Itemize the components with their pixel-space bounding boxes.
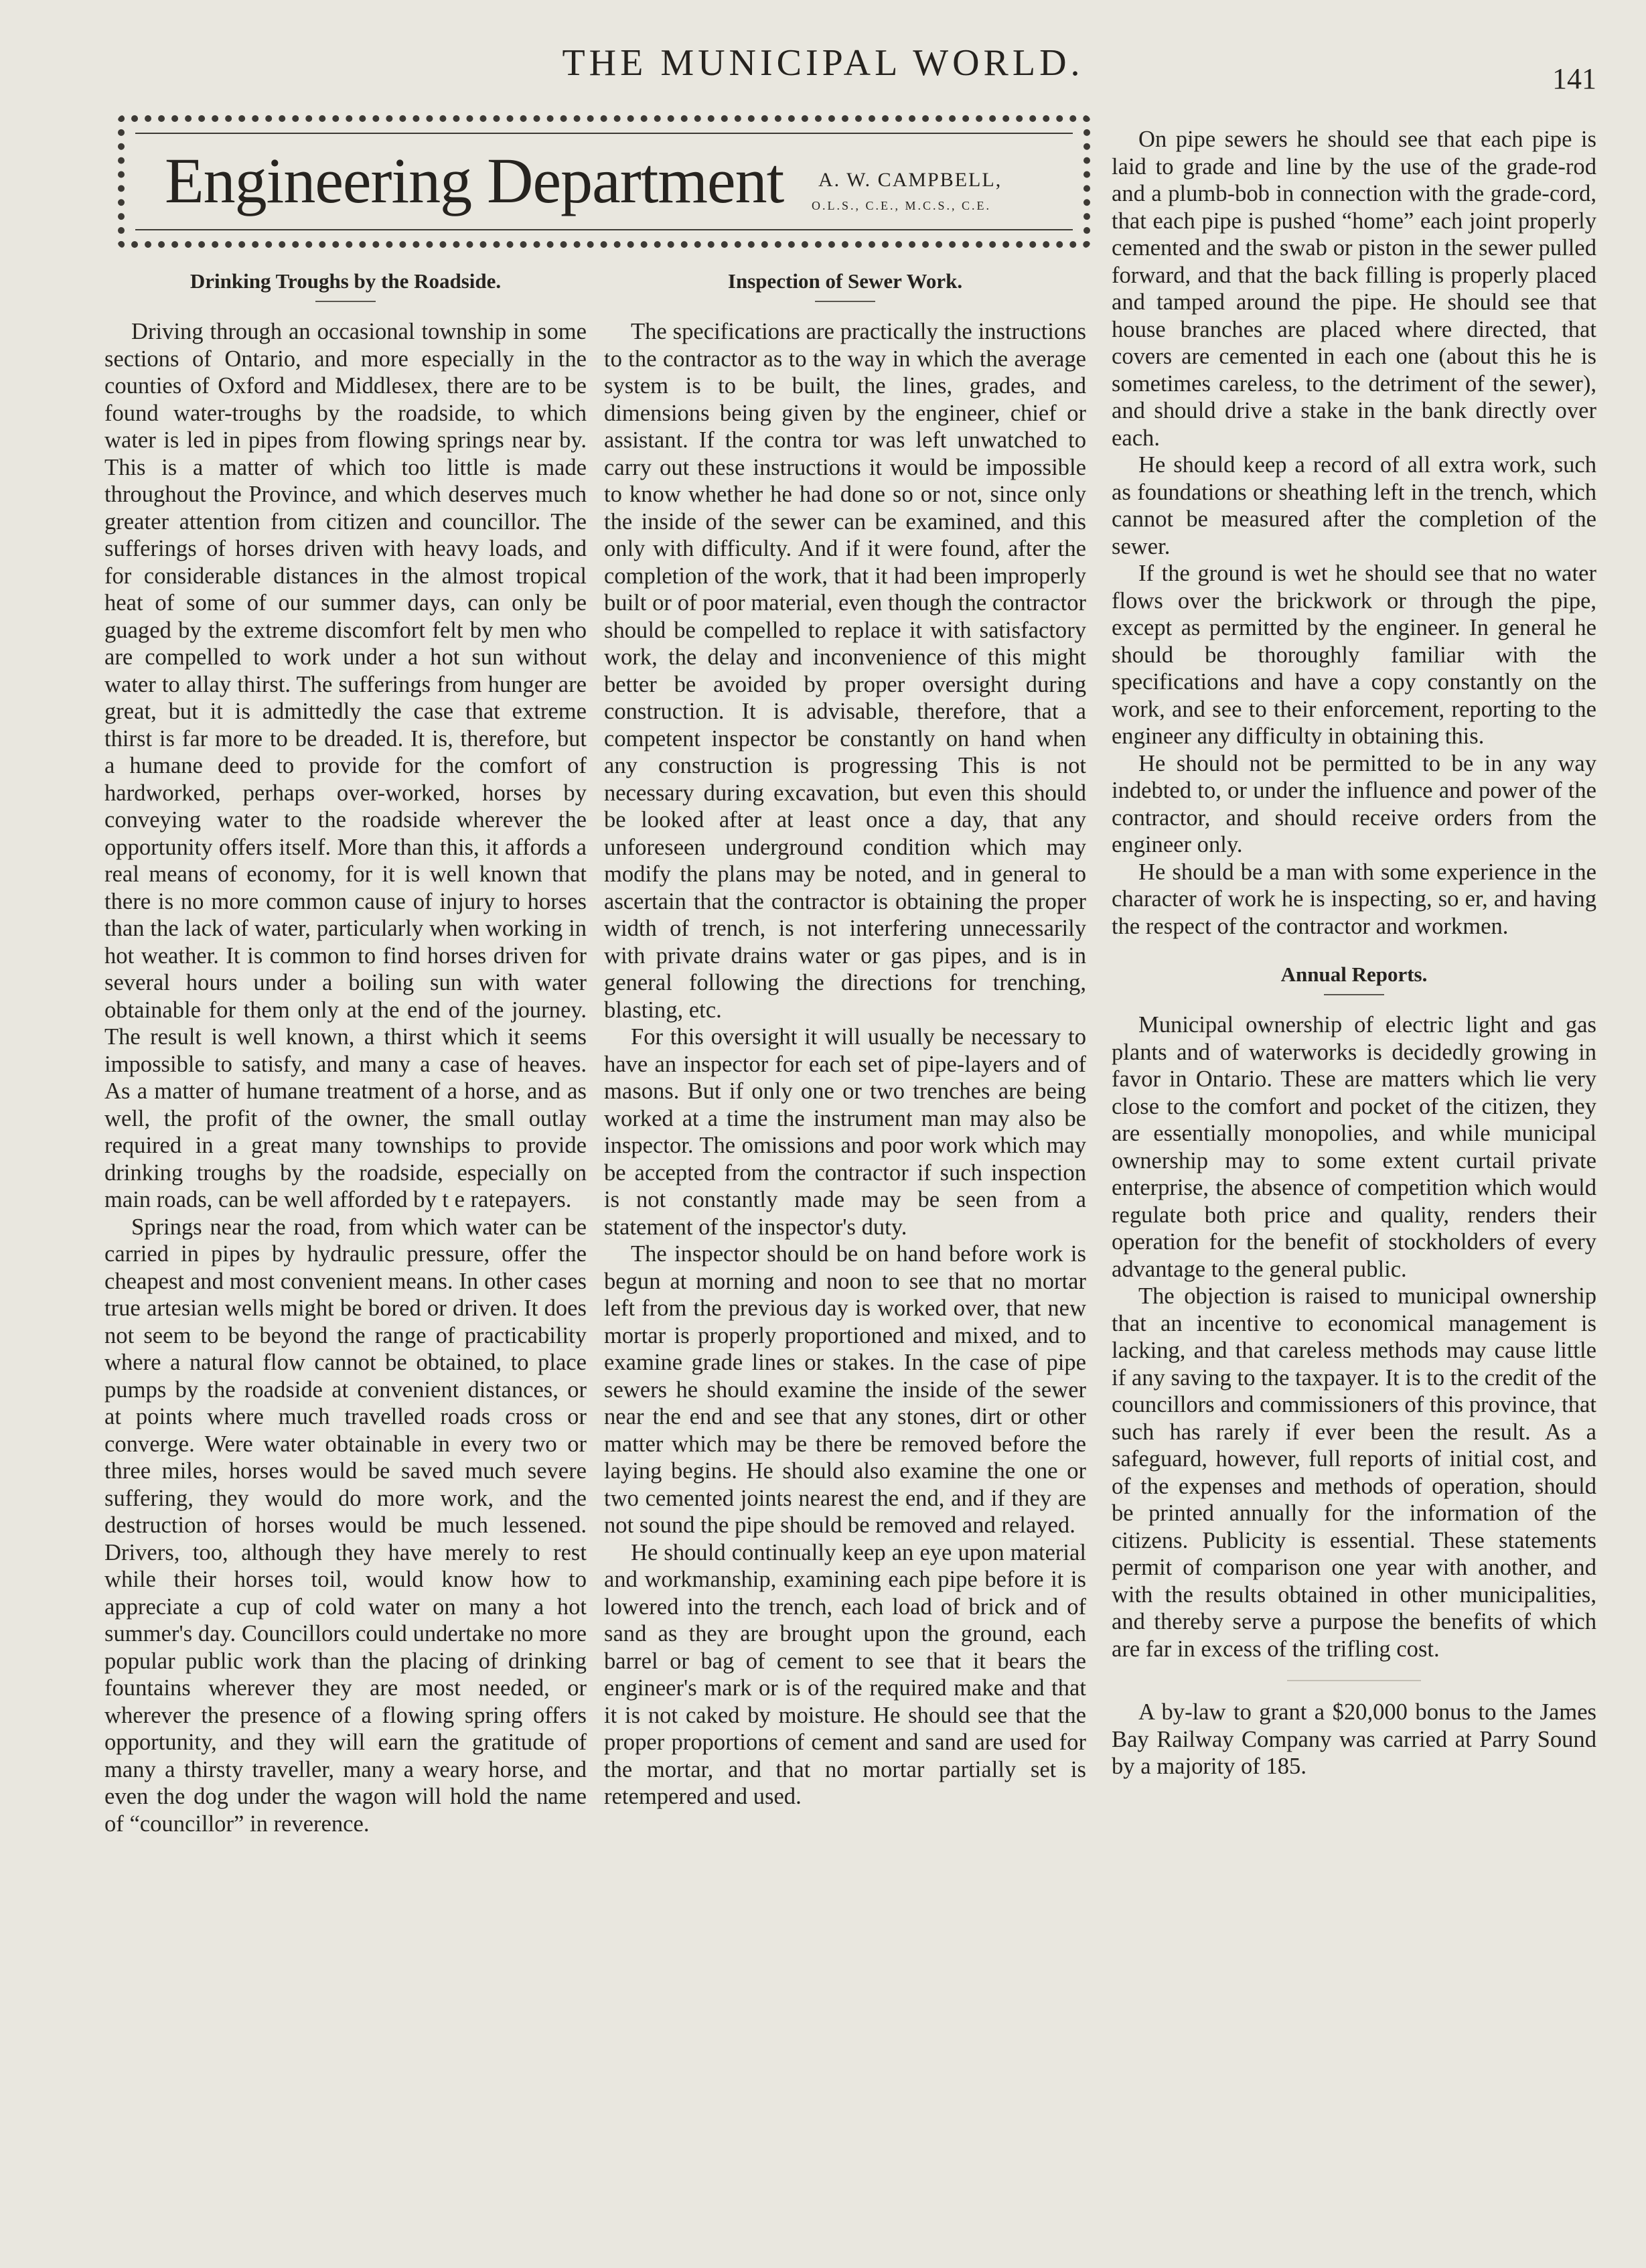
heading-rule — [1324, 994, 1384, 995]
heading-rule — [815, 301, 875, 302]
column-left — [104, 271, 587, 1837]
article-heading: Drinking Troughs by the Roadside. — [190, 269, 502, 293]
annual-reports-section — [1112, 964, 1596, 1662]
column-middle — [604, 271, 1086, 1811]
bylaw-note: A by-law to grant a $20,000 bonus to the James Bay Railway Company was carried at Parry Sound by a majority of 185. — [1112, 1699, 1596, 1779]
article-heading: Inspection of Sewer Work. — [727, 269, 963, 293]
paragraph: He should not be permitted to be in any way indebted to, or under the influence and power of the contractor, and should receive orders from the engineer only. — [1112, 750, 1596, 857]
paragraph: He should continually keep an eye upon material and workmanship, examining each pipe before it is lowered into the trench, each load of brick and of sand as they are brought upon the ground, each barrel or bag of cement to see that it bears the engineer's mark or is of the required make and that it is not caked by moisture. He should see that the proper proportions of cement and sand are used for the mortar, and that no mortar partially set is retempered and used. — [604, 1539, 1086, 1809]
department-title: Engineering Department — [165, 145, 784, 216]
section-divider — [1287, 1680, 1421, 1681]
heading-rule — [315, 301, 376, 302]
paragraph: He should keep a record of all extra work, such as foundations or sheathing left in the trench, which cannot be measured after the completion of the sewer. — [1112, 452, 1596, 559]
paragraph: The specifications are practically the instructions to the contractor as to the way in which the average system is to be built, the lines, grades, and dimensions being given by the engineer, chief or assistant. If the contra tor was left unwatched to carry out these instructions it would be impossible to know whether he had done so or not, since only the inside of the sewer can be examined, and this only with difficulty. And if it were found, after the completion of the work, that it had been improperly built or of poor material, even though the contractor should be compelled to replace it with satisfactory work, the delay and inconvenience of this might better be avoided by proper oversight during construction. It is advisable, therefore, that a competent inspector be constantly on hand when any construction is progressing This is not necessary during excavation, but even this should be looked after at least once a day, that any unforeseen underground condition which may modify the plans may be noted, and in general to ascertain that the contractor is obtaining the proper width of trench, is not interfering unnecessarily with private drains water or gas pipes, and is in general following the directions for trenching, blasting, etc. — [604, 319, 1086, 1023]
paragraph: If the ground is wet he should see that no water flows over the brickwork or through the pipe, except as permitted by the engineer. In general he should be thoroughly familiar with the specifications and have a copy constantly on the work, and see to their enforcement, reporting to the engineer any difficulty in obtaining this. — [1112, 561, 1596, 749]
paragraph: For this oversight it will usually be necessary to have an inspector for each set of pipe-layers and of masons. But if only one or two trenches are being worked at a time the instrument man may also be inspector. The omissions and poor work which may be accepted from the contractor if such inspection is not constantly made may be seen from a statement of the inspector's duty. — [604, 1024, 1086, 1240]
paragraph: Driving through an occasional township in some sections of Ontario, and more especially in the counties of Oxford and Middlesex, there are to be found water-troughs by the roadside, to which water is led in pipes from flowing springs near by. This is a matter of which too little is made throughout the Province, and which deserves much greater attention from citizen and councillor. The sufferings of horses driven with heavy loads, and for considerable distances in the almost tropical heat of some of our summer days, can only be guaged by the extreme discomfort felt by men who are compelled to work under a hot sun without water to allay thirst. The sufferings from hunger are great, but it is admittedly the case that extreme thirst is far more to be dreaded. It is, therefore, but a humane deed to provide for the comfort of hardworked, perhaps over-worked, horses by conveying water to the roadside wherever the opportunity offers itself. More than this, it affords a real means of economy, for it is well known that there is no more common cause of injury to horses than the lack of water, particularly when working in hot weather. It is common to find horses driven for several hours under a boiling sun with water obtainable for them only at the end of the journey. The result is well known, a thirst which it seems impossible to satisfy, and many a case of heaves. As a matter of humane treatment of a horse, and as well, the profit of the owner, the small outlay required in a great many townships to provide drinking troughs by the roadside, especially on main roads, can be well afforded by t e ratepayers. — [104, 319, 587, 1212]
paragraph: Springs near the road, from which water can be carried in pipes by hydraulic pressure, offer the cheapest and most convenient means. In other cases true artesian wells might be bored or driven. It does not seem to be beyond the range of practicability where a natural flow cannot be obtained, to place pumps by the roadside at convenient distances, or at points where much travelled roads cross or converge. Were water obtainable in every two or three miles, horses would be saved much severe suffering, they would do more work, and the destruction of horses would be much lessened. Drivers, too, although they have merely to rest while their horses toil, would know how to appreciate a cup of cold water on many a hot summer's day. Councillors could undertake no more popular public work than the placing of drinking fountains wherever they are most needed, or wherever the presence of a flowing spring offers opportunity, and they will earn the gratitude of many a thirsty traveller, many a weary horse, and even the dog under the wagon will hold the name of “councillor” in reverence. — [104, 1214, 587, 1837]
page-number: 141 — [1552, 62, 1596, 95]
paragraph: On pipe sewers he should see that each pipe is laid to grade and line by the use of the grade-rod and a plumb-bob in connection with the grade-cord, that each pipe is pushed “home” each joint properly cemented and the swab or piston in the sewer pulled forward, and that the back filling is properly placed and tamped around the pipe. He should see that house branches are placed where directed, that covers are cemented in each one (about this he is sometimes careless, to the detriment of the sewer), and should drive a stake in the bank directly over each. — [1112, 127, 1596, 451]
paragraph: The inspector should be on hand before work is begun at morning and noon to see that no mortar left from the previous day is worked over, that new mortar is properly proportioned and mixed, and to examine grade lines or stakes. In the case of pipe sewers he should examine the inside of the sewer near the end and see that any stones, dirt or other matter which may be there be removed before the laying begins. He should also examine the one or two cemented joints nearest the end, and if they are not sound the pipe should be removed and relayed. — [604, 1241, 1086, 1538]
author-name: A. W. CAMPBELL, — [818, 169, 1002, 191]
author-credentials: O.L.S., C.E., M.C.S., C.E. — [812, 199, 992, 212]
article-heading: Annual Reports. — [1280, 963, 1428, 986]
paragraph: The objection is raised to municipal ownership that an incentive to economical management is lacking, and that careless methods may cause little if any saving to the taxpayer. It is to the credit of the councillors and commissioners of this province, that such has rarely if ever been the result. As a safeguard, however, full reports of initial cost, and of the expenses and methods of operation, should be printed annually for the information of the citizens. Publicity is essential. These statements permit of comparison one year with another, and with the results obtained in other municipalities, and thereby serve a purpose the benefits of which are far in excess of the trifling cost. — [1112, 1283, 1596, 1662]
column-right — [1112, 126, 1596, 1780]
paragraph: He should be a man with some experience in the character of work he is inspecting, so er, and having the respect of the contractor and workmen. — [1112, 859, 1596, 939]
paragraph: Municipal ownership of electric light and gas plants and of waterworks is decidedly growing in favor in Ontario. These are matters which lie very close to the comfort and pocket of the citizen, they are essentially monopolies, and while municipal ownership may to some extent curtail private enterprise, the absence of competition which would regulate both price and quality, renders their operation for the benefit of stockholders of every advantage to the general public. — [1112, 1012, 1596, 1282]
department-banner — [118, 115, 1090, 248]
running-title: THE MUNICIPAL WORLD. — [562, 42, 1084, 84]
